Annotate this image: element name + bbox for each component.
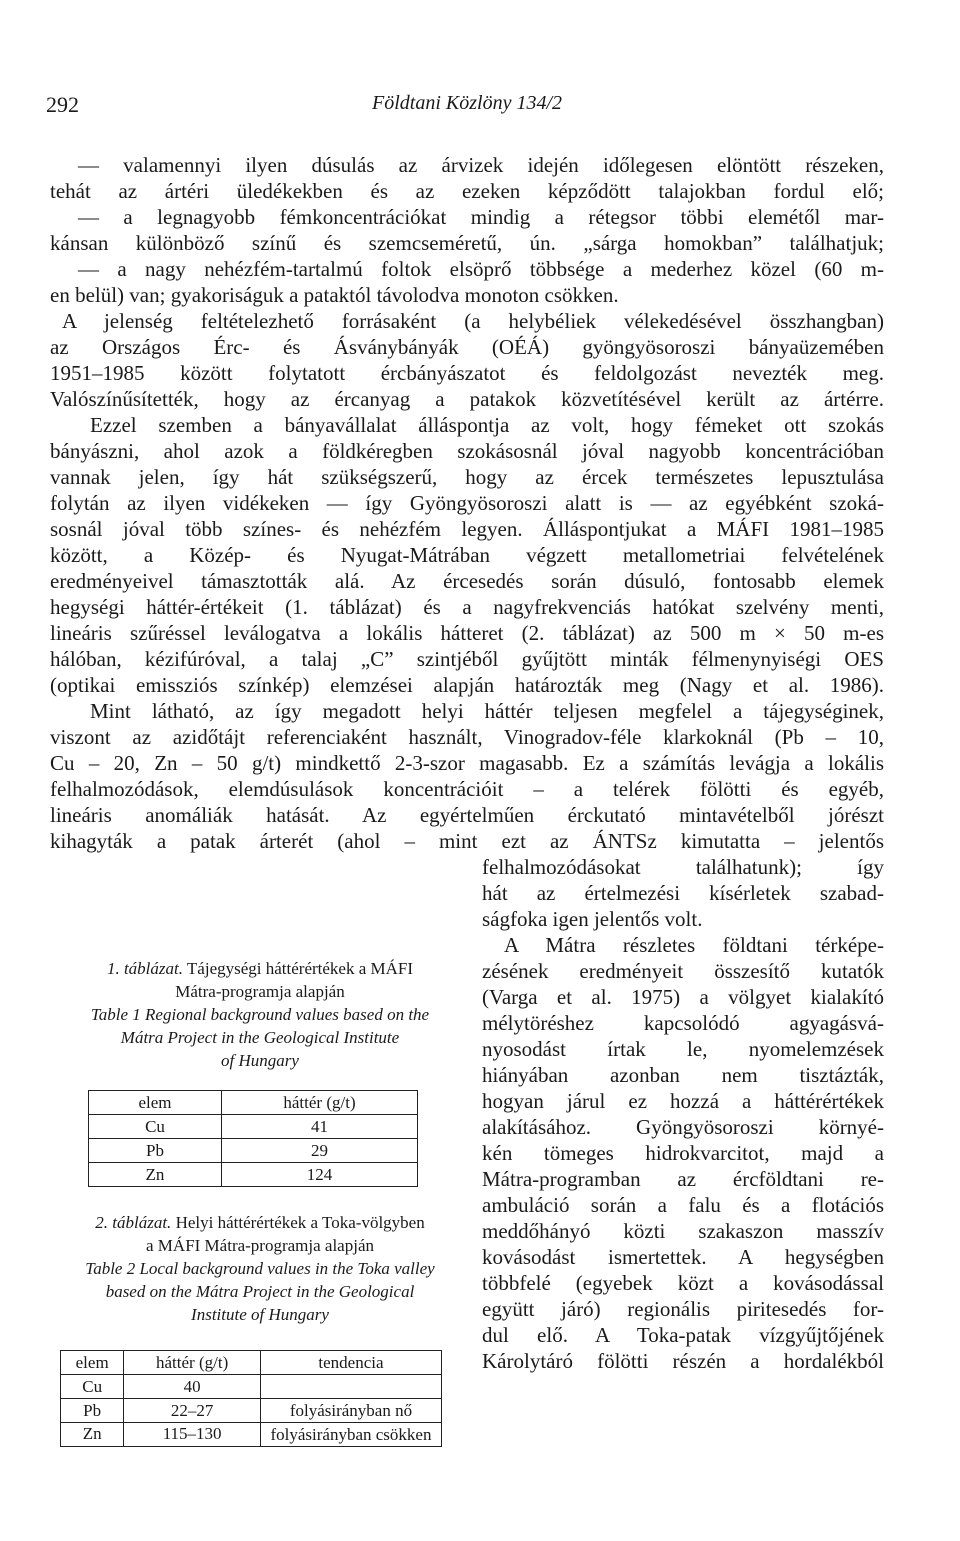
- text-line: 1951–1985 között folytatott ércbányászatot és feldolgozást nevezték meg.: [50, 361, 884, 385]
- text-line: meddőhányó közti szakaszon masszív: [482, 1219, 884, 1243]
- table1: [88, 1090, 418, 1187]
- text-line: — a legnagyobb fémkoncentrációkat mindig a rétegsor többi elemétől mar-: [78, 205, 884, 229]
- text-line: vannak jelen, így hát szükségszerű, hogy az ércek természetes lepusztulása: [50, 465, 884, 489]
- table-cell: Pb: [89, 1139, 222, 1163]
- table-cell: 22–27: [124, 1399, 261, 1423]
- text-line: Károlytáró fölötti részén a hordalékból: [482, 1349, 884, 1373]
- text-line: lineáris anomáliák hatását. Az egyértelműen érckutató mintavételből jórészt: [50, 803, 884, 827]
- text-line: sosnál jóval több színes- és nehézfém legyen. Álláspontjukat a MÁFI 1981–1985: [50, 517, 884, 541]
- table-cell: 40: [124, 1375, 261, 1399]
- table-cell: folyásirányban csökken: [260, 1423, 441, 1447]
- text-line: en belül) van; gyakoriságuk a pataktól távolodva monoton csökken.: [50, 283, 619, 307]
- text-line: mélytöréshez kapcsolódó agyagásvá-: [482, 1011, 884, 1035]
- table-row: [61, 1423, 442, 1447]
- table1-caption-en: Table 1 Regional background values based on the: [90, 1005, 430, 1024]
- text-line: (Varga et al. 1975) a völgyet kialakító: [482, 985, 884, 1009]
- text-line: kihagyták a patak árterét (ahol – mint ezt az ÁNTSz kimutatta – jelentős: [50, 829, 884, 853]
- table-cell: 115–130: [124, 1423, 261, 1447]
- table-row: [89, 1115, 418, 1139]
- text-line: bányászni, ahol azok a földkéregben szokásosnál jóval nagyobb koncentrációban: [50, 439, 884, 463]
- table-header-cell: háttér (g/t): [124, 1351, 261, 1375]
- text-line: nyosodást írtak le, nyomelemzések: [482, 1037, 884, 1061]
- text-line: dul elő. A Toka-patak vízgyűjtőjének: [482, 1323, 884, 1347]
- table-cell: folyásirányban nő: [260, 1399, 441, 1423]
- table-cell: Zn: [89, 1163, 222, 1187]
- text-line: Cu – 20, Zn – 50 g/t) mindkettő 2-3-szor magasabb. Ez a számítás levágja a lokális: [50, 751, 884, 775]
- text-line: kén tömeges hidrokvarcitot, majd a: [482, 1141, 884, 1165]
- table-row: [89, 1139, 418, 1163]
- page-header: [46, 92, 888, 122]
- table-header-cell: háttér (g/t): [222, 1091, 418, 1115]
- text-line: Mint látható, az így megadott helyi háttér teljesen megfelel a tájegységinek,: [90, 699, 884, 723]
- text-line: — a nagy nehézfém-tartalmú foltok elsöprő többsége a mederhez közel (60 m-: [78, 257, 884, 281]
- table1-caption-en: of Hungary: [221, 1051, 299, 1070]
- text-line: együtt járó) regionális piritesedés for-: [482, 1297, 884, 1321]
- text-line: viszont az azidőtájt referenciaként használt, Vinogradov-féle klarkoknál (Pb – 10,: [50, 725, 884, 749]
- table1-caption-hu: Mátra-programja alapján: [175, 982, 345, 1001]
- journal-title: Földtani Közlöny 134/2: [372, 92, 562, 114]
- text-line: A jelenség feltételezhető forrásaként (a helybéliek vélekedésével összhangban): [62, 309, 884, 333]
- page-number: 292: [46, 92, 79, 117]
- text-line: kovásodást ismertettek. A hegységben: [482, 1245, 884, 1269]
- text-line: (optikai emissziós színkép) elemzései alapján határozták meg (Nagy et al. 1986).: [50, 673, 884, 697]
- text-line: Valószínűsítették, hogy az ércanyag a patakok közvetítésével került az ártérre.: [50, 387, 884, 411]
- table-cell: Cu: [61, 1375, 124, 1399]
- text-line: tehát az ártéri üledékekben és az ezeken képződött talajokban fordul elő;: [50, 179, 884, 203]
- table-header-cell: tendencia: [260, 1351, 441, 1375]
- table1-caption-hu: Tájegységi háttérértékek a MÁFI: [182, 959, 414, 978]
- table2-caption-en: based on the Mátra Project in the Geological: [105, 1282, 415, 1301]
- text-line: az Országos Érc- és Ásványbányák (OÉÁ) gyöngyösoroszi bányaüzemében: [50, 335, 884, 359]
- table-cell: 124: [222, 1163, 418, 1187]
- table-cell: Zn: [61, 1423, 124, 1447]
- table-row: [61, 1399, 442, 1423]
- text-line: ambuláció során a falu és a flotációs: [482, 1193, 884, 1217]
- table-cell: Cu: [89, 1115, 222, 1139]
- text-line: hát az értelmezési kísérletek szabad-: [482, 881, 884, 905]
- table-header-cell: elem: [89, 1091, 222, 1115]
- table2-caption-hu: a MÁFI Mátra-programja alapján: [146, 1236, 374, 1255]
- text-line: hálóban, kézifúróval, a talaj „C” szintjéből gyűjtött minták félmenynyiségi OES: [50, 647, 884, 671]
- text-line: felhalmozódásokat találhatunk); így: [482, 855, 884, 879]
- text-line: alakításához. Gyöngyösoroszi környé-: [482, 1115, 884, 1139]
- text-line: között, a Közép- és Nyugat-Mátrában végzett metallometriai felvételének: [50, 543, 884, 567]
- text-line: Ezzel szemben a bányavállalat álláspontja az volt, hogy fémeket ott szokás: [90, 413, 884, 437]
- table-cell: 41: [222, 1115, 418, 1139]
- text-line: eredményeivel támasztották alá. Az ércesedés során dúsuló, fontosabb elemek: [50, 569, 884, 593]
- table1-label: 1. táblázat.: [106, 959, 183, 978]
- table-header-row: [61, 1351, 442, 1375]
- text-line: többfelé (egyebek közt a kovásodással: [482, 1271, 884, 1295]
- table-cell: 29: [222, 1139, 418, 1163]
- table-row: [61, 1375, 442, 1399]
- table2-caption-en: Institute of Hungary: [191, 1305, 329, 1324]
- table1-caption-en: Mátra Project in the Geological Institute: [120, 1028, 400, 1047]
- text-line: hogyan járul ez hozzá a háttérértékek: [482, 1089, 884, 1113]
- text-line: folytán az ilyen vidékeken — így Gyöngyösoroszi alatt is — az egyébként szoká-: [50, 491, 884, 515]
- text-line: — valamennyi ilyen dúsulás az árvizek idején időlegesen elöntött részeken,: [78, 153, 884, 177]
- text-line: Mátra-programban az ércföldtani re-: [482, 1167, 884, 1191]
- table-header-row: [89, 1091, 418, 1115]
- table-cell: Pb: [61, 1399, 124, 1423]
- text-line: kánsan különböző színű és szemcseméretű, ún. „sárga homokban” találhatjuk;: [50, 231, 884, 255]
- table2: [60, 1350, 442, 1447]
- text-line: hegységi háttér-értékeit (1. táblázat) és a nagyfrekvenciás hatókat szelvény menti,: [50, 595, 884, 619]
- text-line: A Mátra részletes földtani térképe-: [504, 933, 884, 957]
- table-cell: [260, 1375, 441, 1399]
- text-line: felhalmozódások, elemdúsulások koncentrációit – a telérek fölötti és egyéb,: [50, 777, 884, 801]
- table-row: [89, 1163, 418, 1187]
- table-header-cell: elem: [61, 1351, 124, 1375]
- text-line: zésének eredményeit összesítő kutatók: [482, 959, 884, 983]
- table2-label: 2. táblázat.: [95, 1213, 172, 1232]
- table2-caption-hu: Helyi háttérértékek a Toka-völgyben: [171, 1213, 425, 1232]
- table2-caption-en: Table 2 Local background values in the Toka valley: [85, 1259, 435, 1278]
- text-line: hiányában azonban nem tisztázták,: [482, 1063, 884, 1087]
- text-line: lineáris szűréssel leválogatva a lokális hátteret (2. táblázat) az 500 m × 50 m-es: [50, 621, 884, 645]
- text-line: ságfoka igen jelentős volt.: [482, 907, 703, 931]
